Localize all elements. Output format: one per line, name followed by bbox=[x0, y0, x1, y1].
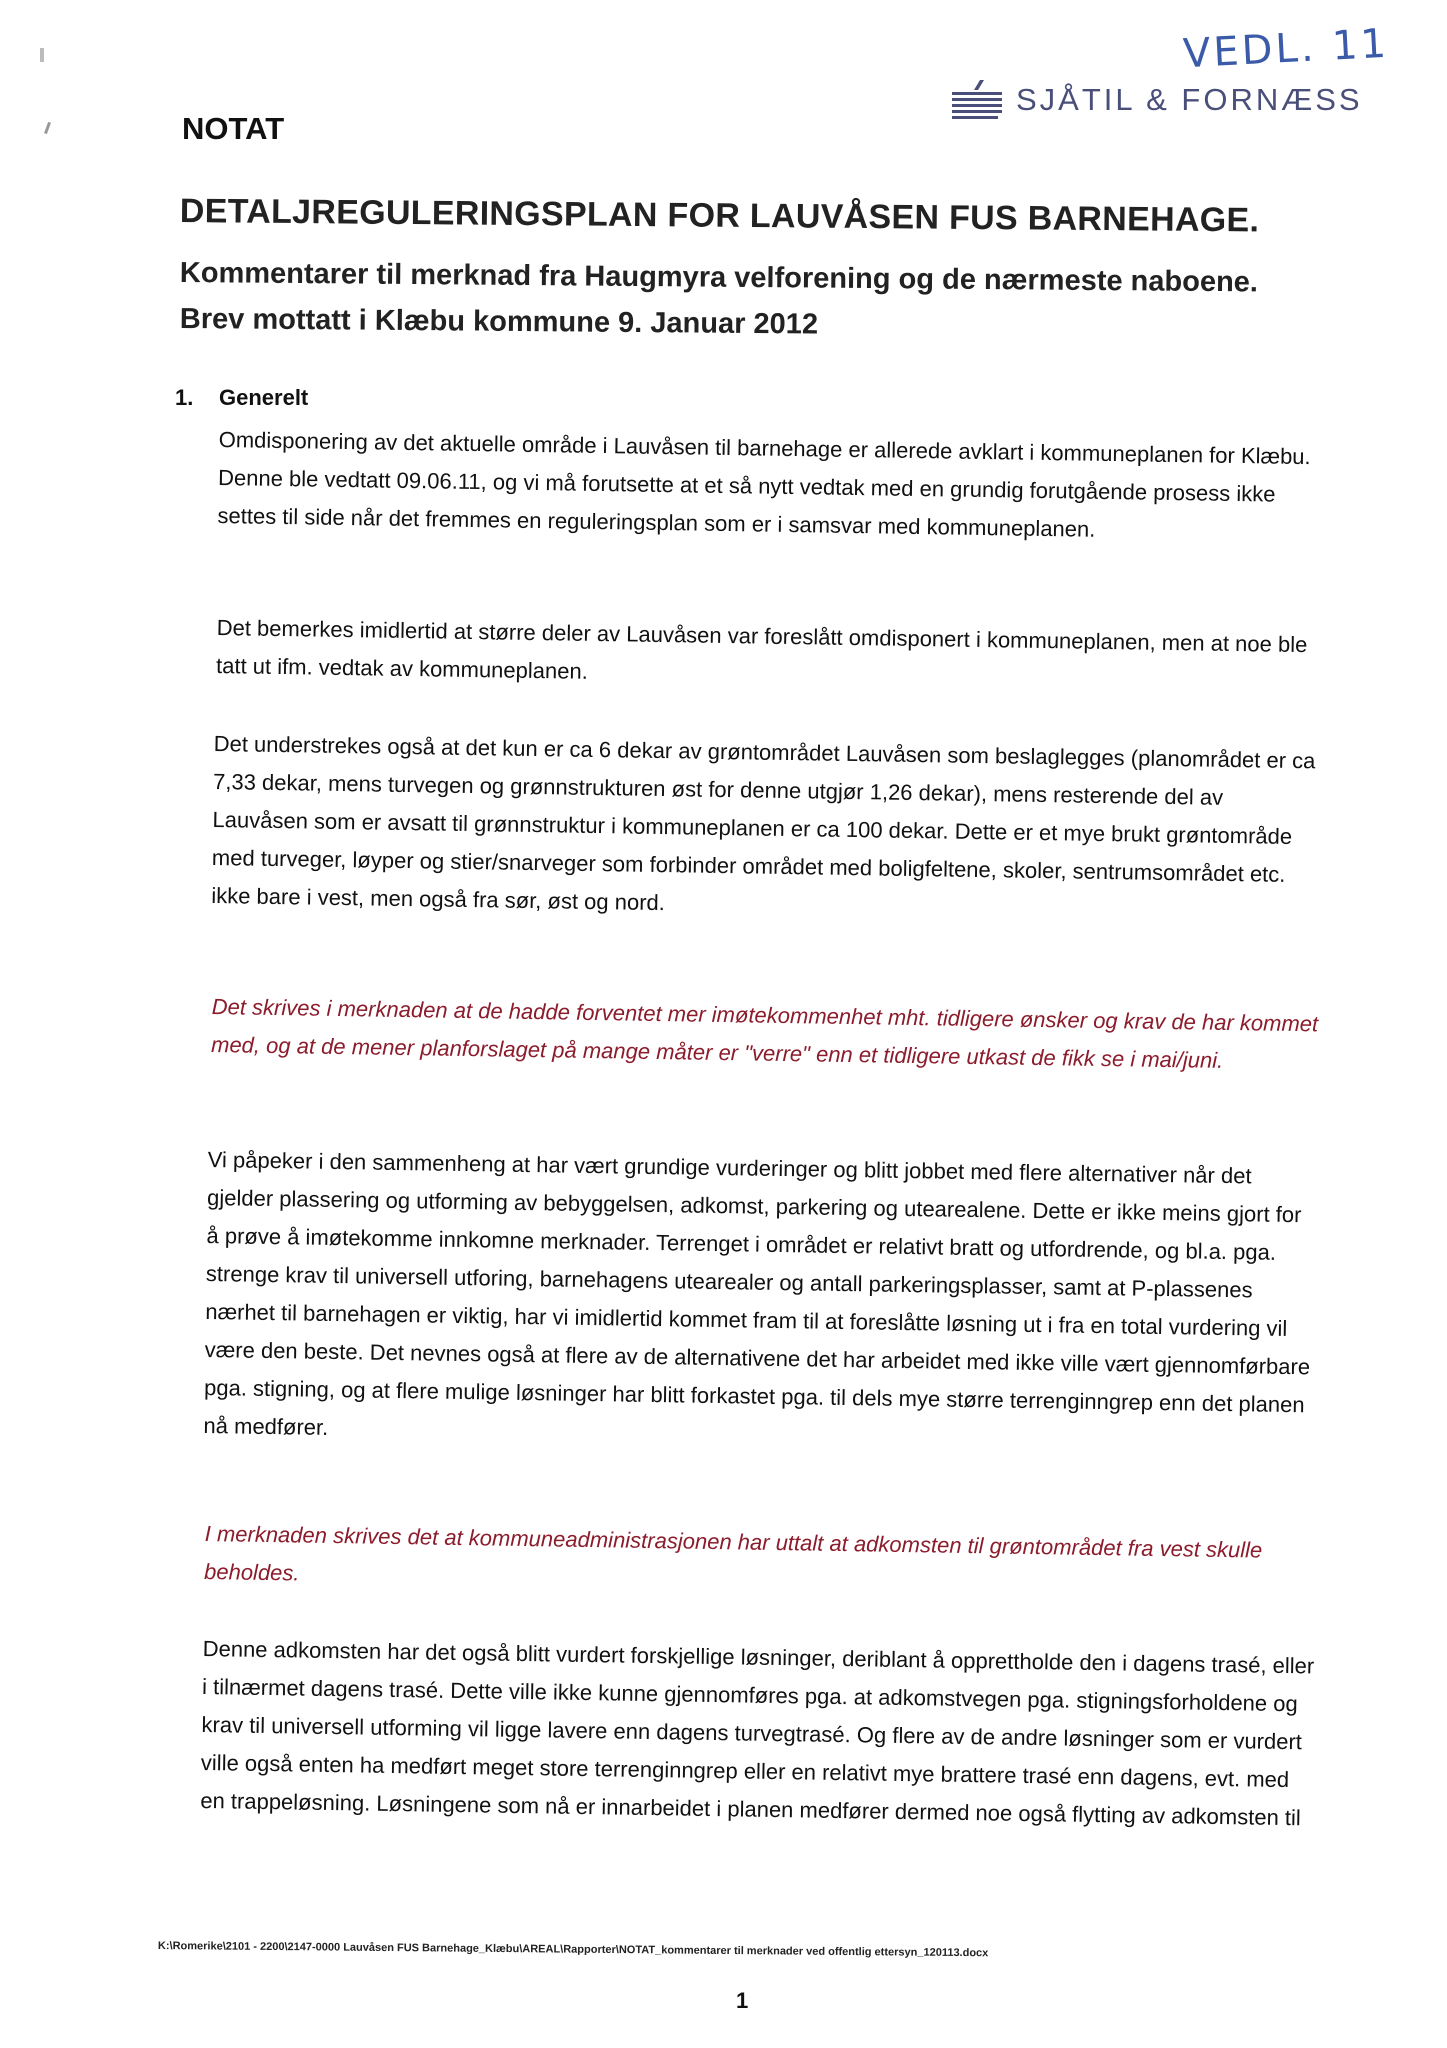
scan-artifact bbox=[44, 122, 51, 134]
stripes-logo-icon bbox=[948, 78, 1006, 122]
section-number: 1. bbox=[175, 385, 194, 410]
scan-artifact bbox=[40, 48, 44, 62]
quoted-remark: Det skrives i merknaden at de hadde forventet mer imøtekommenhet mht. tidligere ønsker og krav de har kommet med, og at de mener planforslaget på mange måter er "verre" enn et tidligere utkast de fikk se i mai/juni. bbox=[210, 993, 1319, 1073]
paragraph: Denne adkomsten har det også blitt vurdert forskjellige løsninger, deriblant å opprettholde den i dagens trasé, eller i tilnærmet dagens trasé. Dette ville ikke kunne gjennomføres pga. at adkomstvegen pga. stigningsforholdene og krav til universell utforming vil ligge lavere enn dagens turvegtrasé. Og flere av de andre løsninger som er vurdert ville også enten ha medført meget store terrenginngrep eller en relativt mye brattere trasé enn dagens, evt. med en trappeløsning. Løsningene som nå er innarbeidet i planen medfører dermed noe også flytting av adkomsten til bbox=[200, 1635, 1315, 1831]
document-subtitle: Brev mottatt i Klæbu kommune 9. Januar 2012 bbox=[179, 303, 819, 341]
company-name: SJÅTIL & FORNÆSS bbox=[1016, 82, 1363, 117]
handwritten-annotation: VEDL. 11 bbox=[1181, 20, 1391, 78]
paragraph: Det bemerkes imidlertid at større deler av Lauvåsen var foreslått omdisponert i kommuneplanen, men at noe ble tatt ut ifm. vedtak av kommuneplanen. bbox=[215, 614, 1308, 684]
document-title: DETALJREGULERINGSPLAN FOR LAUVÅSEN FUS BARNEHAGE. bbox=[179, 192, 1260, 240]
file-path-footer: K:\Romerike\2101 - 2200\2147-0000 Lauvåsen FUS Barnehage_Klæbu\AREAL\Rapporter\NOTAT_kommentarer til merknader ved offentlig ettersyn_120113.docx bbox=[157, 1940, 989, 1960]
document-type-label: NOTAT bbox=[182, 111, 285, 146]
document-subtitle: Kommentarer til merknad fra Haugmyra velforening og de nærmeste naboene. bbox=[179, 257, 1259, 299]
company-logo bbox=[948, 78, 1363, 122]
section-title: Generelt bbox=[219, 385, 309, 410]
paragraph: Det understrekes også at det kun er ca 6 dekar av grøntområdet Lauvåsen som beslaglegges (planområdet er ca 7,33 dekar, mens turvegen og grønnstrukturen øst for denne utgjør 1,26 dekar), mens resterende del av Lauvåsen som er avsatt til grønnstruktur i kommuneplanen er ca 100 dekar. Dette er et mye brukt grøntområde med turveger, løyper og stier/snarveger som forbinder området med boligfeltene, skoler, sentrumsområdet etc. ikke bare i vest, men også fra sør, øst og nord. bbox=[211, 730, 1316, 916]
quoted-remark: I merknaden skrives det at kommuneadministrasjonen har uttalt at adkomsten til grøntområdet fra vest skulle beholdes. bbox=[203, 1520, 1263, 1586]
page-number: 1 bbox=[736, 1988, 749, 2013]
paragraph: Vi påpeker i den sammenheng at har vært grundige vurderinger og blitt jobbet med flere alternativer når det gjelder plassering og utforming av bebyggelsen, adkomst, parkering og utearealene. Dette er ikke meins gjort for å prøve å imøtekomme innkomne merknader. Terrenget i området er relativt bratt og utfordrende, og bl.a. pga. strenge krav til universell utforing, barnehagens utearealer og antall parkeringsplasser, samt at P-plassenes nærhet til barnehagen er viktig, har vi imidlertid kommet fram til at foreslåtte løsning ut i fra en total vurdering vil være den beste. Det nevnes også at flere av de alternativene det har arbeidet med ikke ville vært gjennomførbare pga. stigning, og at flere mulige løsninger har blitt forkastet pga. til dels mye større terrenginngrep enn det planen nå medfører. bbox=[203, 1146, 1311, 1440]
paragraph: Omdisponering av det aktuelle område i Lauvåsen til barnehage er allerede avklart i kommuneplanen for Klæbu. Denne ble vedtatt 09.06.11, og vi må forutsette at et så nytt vedtak med en grundig forutgående prosess ikke settes til side når det fremmes en reguleringsplan som er i samsvar med kommuneplanen. bbox=[217, 426, 1311, 542]
section-heading bbox=[175, 385, 308, 411]
